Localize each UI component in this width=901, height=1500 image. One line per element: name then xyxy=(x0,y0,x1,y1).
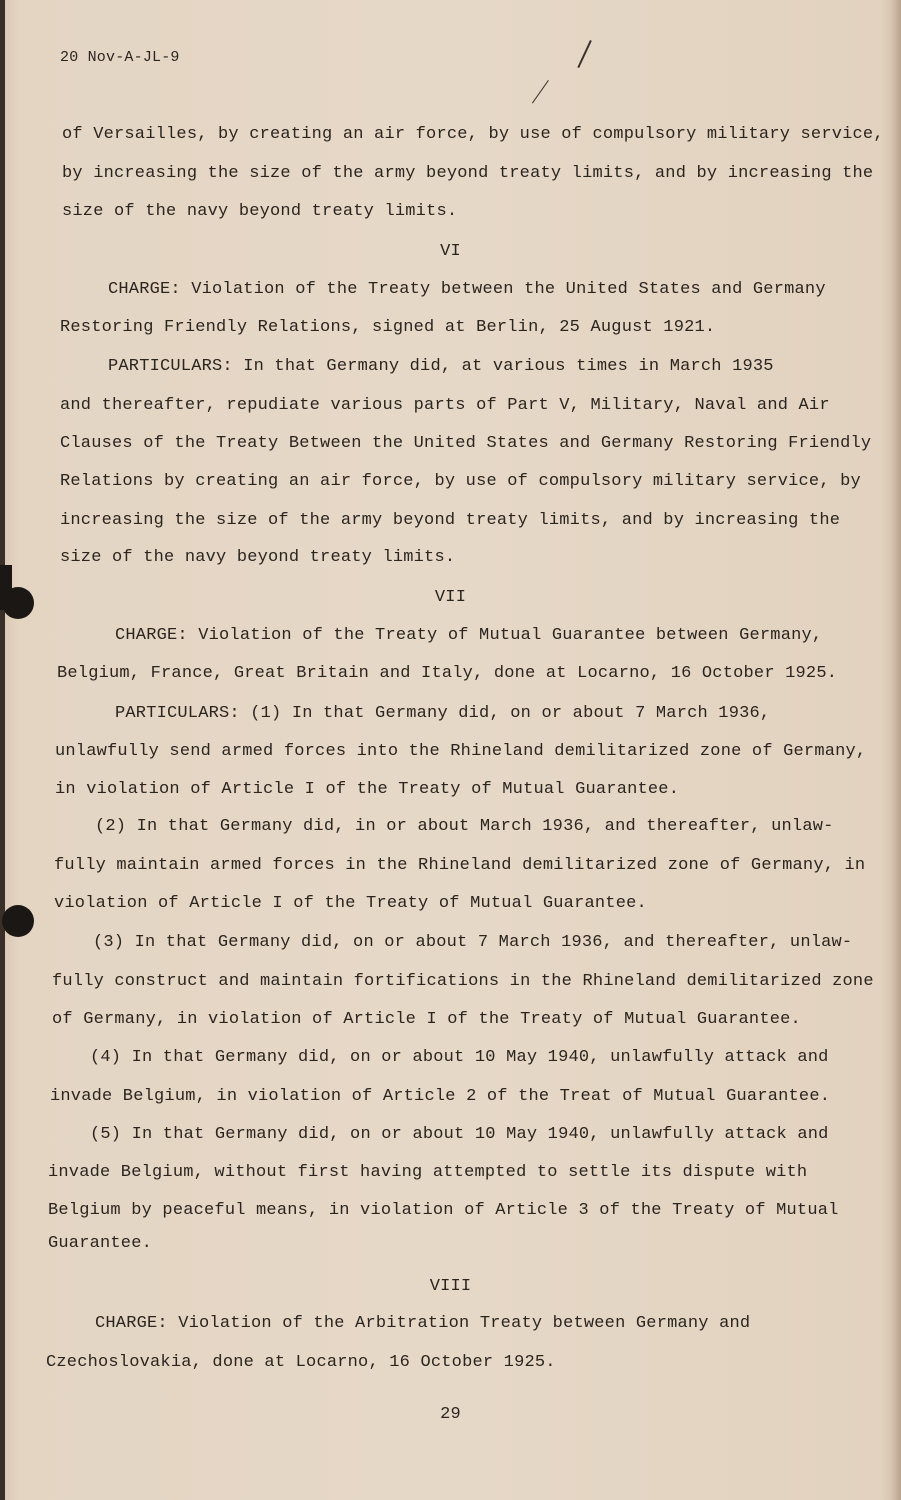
particulars-text: of Germany, in violation of Article I of the Treaty of Mutual Guarantee. xyxy=(52,1010,801,1029)
text-line: of Versailles, by creating an air force, by use of compulsory military service, xyxy=(62,125,884,144)
particulars-text: PARTICULARS: (1) In that Germany did, on or about 7 March 1936, xyxy=(115,704,771,723)
particulars-text: invade Belgium, without first having attempted to settle its dispute with xyxy=(48,1163,808,1182)
particulars-text: (4) In that Germany did, on or about 10 May 1940, unlawfully attack and xyxy=(90,1048,829,1067)
punch-hole-bottom xyxy=(2,905,34,937)
particulars-text: (3) In that Germany did, on or about 7 March 1936, and thereafter, unlaw- xyxy=(93,933,853,952)
section-numeral: VII xyxy=(434,588,467,607)
particulars-text: increasing the size of the army beyond treaty limits, and by increasing the xyxy=(60,511,841,530)
particulars-text: Guarantee. xyxy=(48,1234,153,1253)
charge-text: CHARGE: Violation of the Arbitration Treaty between Germany and xyxy=(95,1314,751,1333)
particulars-text: fully construct and maintain fortifications in the Rhineland demilitarized zone xyxy=(52,972,874,991)
particulars-text: invade Belgium, in violation of Article 2 of the Treat of Mutual Guarantee. xyxy=(50,1087,831,1106)
particulars-text: size of the navy beyond treaty limits. xyxy=(60,548,456,567)
particulars-text: PARTICULARS: In that Germany did, at various times in March 1935 xyxy=(108,357,774,376)
page-right-edge xyxy=(891,0,901,1500)
pencil-mark xyxy=(577,40,591,68)
particulars-text: and thereafter, repudiate various parts of Part V, Military, Naval and Air xyxy=(60,396,830,415)
section-numeral: VIII xyxy=(429,1277,472,1296)
charge-text: Czechoslovakia, done at Locarno, 16 October 1925. xyxy=(46,1353,556,1372)
page-left-edge xyxy=(0,0,5,1500)
particulars-text: Clauses of the Treaty Between the United States and Germany Restoring Friendly xyxy=(60,434,872,453)
charge-text: CHARGE: Violation of the Treaty of Mutual Guarantee between Germany, xyxy=(115,626,823,645)
page-number: 29 xyxy=(440,1405,461,1424)
document-reference: 20 Nov-A-JL-9 xyxy=(60,49,180,66)
particulars-text: in violation of Article I of the Treaty of Mutual Guarantee. xyxy=(55,780,680,799)
particulars-text: violation of Article I of the Treaty of Mutual Guarantee. xyxy=(54,894,647,913)
particulars-text: (5) In that Germany did, on or about 10 May 1940, unlawfully attack and xyxy=(90,1125,829,1144)
section-numeral: VI xyxy=(440,242,461,261)
pencil-mark xyxy=(532,80,549,104)
particulars-text: unlawfully send armed forces into the Rhineland demilitarized zone of Germany, xyxy=(55,742,867,761)
charge-text: Restoring Friendly Relations, signed at Berlin, 25 August 1921. xyxy=(60,318,716,337)
particulars-text: fully maintain armed forces in the Rhineland demilitarized zone of Germany, in xyxy=(54,856,866,875)
text-line: size of the navy beyond treaty limits. xyxy=(62,202,458,221)
text-line: by increasing the size of the army beyond treaty limits, and by increasing the xyxy=(62,164,874,183)
particulars-text: (2) In that Germany did, in or about March 1936, and thereafter, unlaw- xyxy=(95,817,834,836)
charge-text: CHARGE: Violation of the Treaty between the United States and Germany xyxy=(108,280,826,299)
particulars-text: Relations by creating an air force, by use of compulsory military service, by xyxy=(60,472,861,491)
particulars-text: Belgium by peaceful means, in violation of Article 3 of the Treaty of Mutual xyxy=(48,1201,839,1220)
charge-text: Belgium, France, Great Britain and Italy, done at Locarno, 16 October 1925. xyxy=(57,664,838,683)
